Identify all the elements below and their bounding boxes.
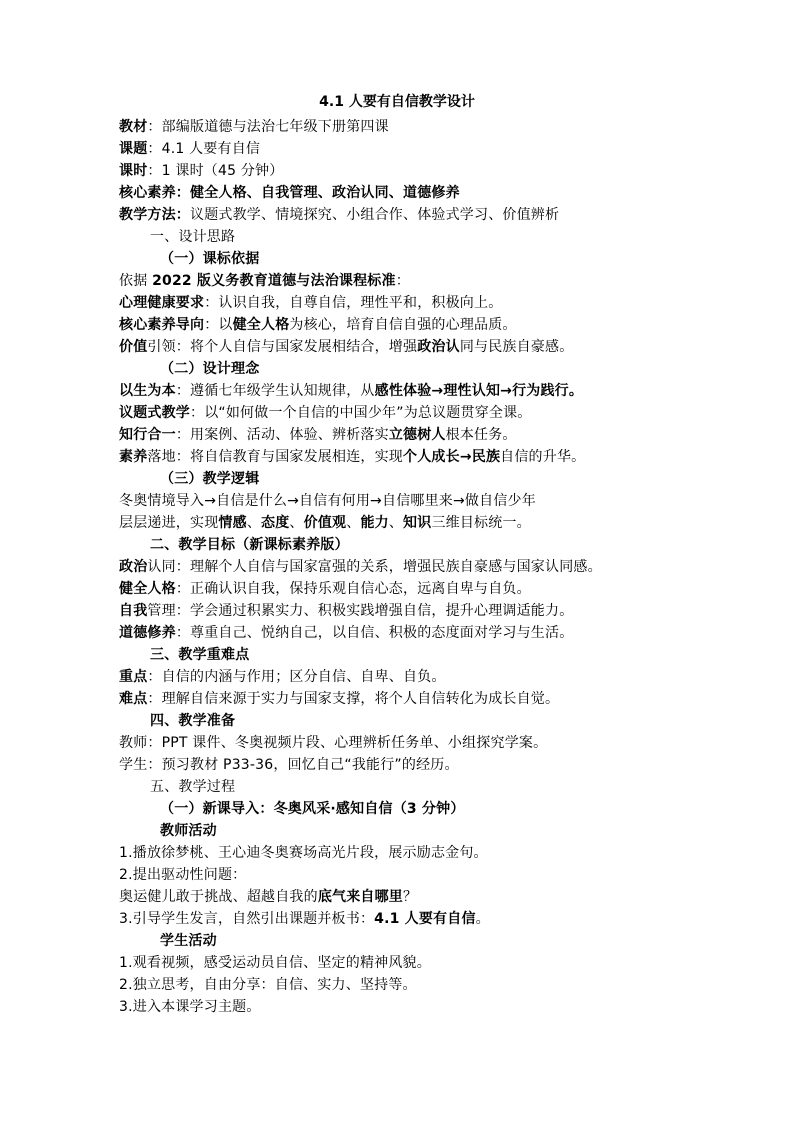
sub1-heading-text: （一）课标依据 <box>160 251 260 267</box>
teacher-step-2 <box>119 865 246 885</box>
meta-topic <box>119 139 260 159</box>
teacher-step-3-b: 。 <box>475 911 490 927</box>
core-value-bold: 健全人格 <box>232 317 290 333</box>
meta-topic-label: 课题 <box>119 141 148 157</box>
logic-sep-3: 、 <box>346 515 361 531</box>
goal-self-management <box>119 601 573 621</box>
unity-line <box>119 425 517 445</box>
value-guidance-line <box>119 337 573 357</box>
teacher-activity-heading <box>160 821 217 841</box>
student-activity-text: 学生活动 <box>160 933 217 949</box>
teacher-step-3-a: 3.引导学生发言，自然引出课题并板书： <box>119 911 375 927</box>
unity-value-a: ：用案例、活动、体验、辨析落实 <box>175 427 389 443</box>
teacher-step-2-text: 2.提出驱动性问题： <box>119 867 247 883</box>
goal-morality <box>119 623 573 643</box>
student-prep-line <box>119 755 459 775</box>
difficulty-value: ：理解自信来源于实力与国家支撑，将个人自信转化为成长自觉。 <box>147 691 560 707</box>
meta-method <box>119 205 559 225</box>
logic-emotion: 情感 <box>218 515 247 531</box>
landing-bold: 个人成长→民族 <box>403 449 501 465</box>
goal-morality-label: 道德修养 <box>119 625 176 641</box>
inquiry-label: 议题式教学 <box>119 405 190 421</box>
section1-heading <box>150 227 235 247</box>
mental-label: 心理健康要求 <box>119 295 205 311</box>
logic-values: 价值观 <box>303 515 347 531</box>
landing-plain: 落地：将自信教育与国家发展相连，实现 <box>147 449 404 465</box>
student-step-1 <box>119 953 431 973</box>
section5-sub1-heading-text: （一）新课导入：冬奥风采·感知自信（3 分钟） <box>160 801 465 817</box>
section3-heading-text: 三、教学重难点 <box>150 647 250 663</box>
teacher-activity-text: 教师活动 <box>160 823 217 839</box>
goal-political-value: 认同：理解个人自信与国家富强的关系，增强民族自豪感与国家认同感。 <box>147 559 602 575</box>
logic-sep-4: 、 <box>388 515 404 531</box>
mental-value: ：认识自我，自尊自信，理性平和，积极向上。 <box>204 295 503 311</box>
teacher-prep-label: 教师 <box>119 735 148 751</box>
meta-literacy-label: 核心素养： <box>119 185 190 201</box>
driving-question-a: 奥运健儿敢于挑战、超越自我的 <box>119 889 318 905</box>
meta-period-label: 课时 <box>119 163 148 179</box>
student-step-2 <box>119 975 417 995</box>
student-centered-line <box>119 381 583 401</box>
goal-political <box>119 557 602 577</box>
student-label: 以生为本 <box>119 383 176 399</box>
student-step-2-text: 2.独立思考，自由分享：自信、实力、坚持等。 <box>119 977 417 993</box>
sub3-heading-text: （三）教学逻辑 <box>160 471 260 487</box>
teacher-step-1 <box>119 843 488 863</box>
teacher-step-1-text: 1.播放徐梦桃、王心迪冬奥赛场高光片段，展示励志金句。 <box>119 845 488 861</box>
meta-literacy-value: 健全人格、自我管理、政治认同、道德修养 <box>190 185 460 201</box>
student-step-1-text: 1.观看视频，感受运动员自信、坚定的精神风貌。 <box>119 955 431 971</box>
section5-heading-text: 五、教学过程 <box>150 779 236 795</box>
driving-question-bold: 底气来自哪里 <box>317 889 404 905</box>
key-point-line <box>119 667 446 687</box>
logic-line-1 <box>119 491 536 511</box>
meta-textbook <box>119 117 389 137</box>
unity-bold: 立德树人 <box>388 427 446 443</box>
meta-textbook-label: 教材 <box>119 119 148 135</box>
student-bold: 感性体验→理性认知→行为践行。 <box>374 383 584 399</box>
sub2-heading-text: （二）设计理念 <box>160 361 260 377</box>
section1-sub2-heading <box>160 359 259 379</box>
goal-morality-value: ：尊重自己、悦纳自己，以自信、积极的态度面对学习与生活。 <box>175 625 574 641</box>
logic-sep-1: 、 <box>246 515 262 531</box>
core-value-a: ：以 <box>204 317 233 333</box>
mental-health-line <box>119 293 502 313</box>
logic-attitude: 态度 <box>261 515 290 531</box>
core-value-b: 为核心，培育自信自强的心理品质。 <box>289 317 517 333</box>
teacher-prep-line <box>119 733 547 753</box>
meta-topic-value: ：4.1 人要有自信 <box>147 141 261 157</box>
goal-personality <box>119 579 531 599</box>
difficulty-line <box>119 689 559 709</box>
meta-method-value: 议题式教学、情境探究、小组合作、体验式学习、价值辨析 <box>190 207 560 223</box>
logic-line-2-a: 层层递进，实现 <box>119 515 219 531</box>
logic-knowledge: 知识 <box>403 515 432 531</box>
section2-heading <box>150 535 349 555</box>
logic-line-1-text: 冬奥情境导入→自信是什么→自信有何用→自信哪里来→做自信少年 <box>119 493 536 509</box>
basis-standard: 2022 版义务教育道德与法治课程标准 <box>152 273 396 289</box>
section5-sub1-heading <box>160 799 465 819</box>
goal-personality-value: ：正确认识自我，保持乐观自信心态，远离自卑与自负。 <box>175 581 531 597</box>
section3-heading <box>150 645 249 665</box>
student-value-a: ：遵循七年级学生认知规律，从 <box>175 383 375 399</box>
inquiry-value: ：以“如何做一个自信的中国少年”为总议题贯穿全课。 <box>190 405 532 421</box>
difficulty-label: 难点 <box>119 691 148 707</box>
landing-line <box>119 447 585 467</box>
teacher-step-3 <box>119 909 490 929</box>
unity-value-b: 根本任务。 <box>445 427 517 443</box>
key-point-value: ：自信的内涵与作用；区分自信、自卑、自负。 <box>147 669 446 685</box>
unity-label: 知行合一 <box>119 427 176 443</box>
teacher-step-3-bold: 4.1 人要有自信 <box>374 911 476 927</box>
student-step-3-text: 3.进入本课学习主题。 <box>119 999 261 1015</box>
section4-heading-text: 四、教学准备 <box>150 713 236 729</box>
meta-method-label: 教学方法： <box>119 207 190 223</box>
value-suffix: 同与民族自豪感。 <box>459 339 574 355</box>
goal-political-label: 政治 <box>119 559 148 575</box>
value-plain: 引领：将个人自信与国家发展相结合，增强 <box>147 339 418 355</box>
basis-prefix: 依据 <box>119 273 153 289</box>
basis-line <box>119 271 410 291</box>
section1-sub1-heading <box>160 249 259 269</box>
value-label: 价值 <box>119 339 148 355</box>
value-bold: 政治认 <box>417 339 460 355</box>
section5-heading <box>150 777 235 797</box>
student-activity-heading <box>160 931 217 951</box>
basis-suffix: ： <box>395 273 410 289</box>
core-literacy-line <box>119 315 517 335</box>
driving-question <box>119 887 417 907</box>
goal-self-management-value: 管理：学会通过积累实力、积极实践增强自信，提升心理调适能力。 <box>147 603 574 619</box>
meta-period-value: ：1 课时（45 分钟） <box>147 163 284 179</box>
landing-label: 素养 <box>119 449 148 465</box>
logic-ability: 能力 <box>360 515 389 531</box>
logic-line-2 <box>119 513 531 533</box>
student-prep-value: ：预习教材 P33-36，回忆自己“我能行”的经历。 <box>147 757 459 773</box>
meta-literacy <box>119 183 460 203</box>
landing-value-b: 自信的升华。 <box>500 449 586 465</box>
student-step-3 <box>119 997 261 1017</box>
section4-heading <box>150 711 235 731</box>
core-label: 核心素养导向 <box>119 317 205 333</box>
section1-heading-text: 一、设计思路 <box>150 229 236 245</box>
meta-textbook-value: ：部编版道德与法治七年级下册第四课 <box>147 119 389 135</box>
inquiry-line <box>119 403 532 423</box>
teacher-prep-value: ：PPT 课件、冬奥视频片段、心理辨析任务单、小组探究学案。 <box>147 735 548 751</box>
goal-self-management-label: 自我 <box>119 603 148 619</box>
section1-sub3-heading <box>160 469 259 489</box>
meta-period <box>119 161 283 181</box>
driving-question-b: ？ <box>403 889 418 905</box>
logic-line-2-c: 三维目标统一。 <box>431 515 531 531</box>
goal-personality-label: 健全人格 <box>119 581 176 597</box>
student-prep-label: 学生 <box>119 757 148 773</box>
logic-sep-2: 、 <box>289 515 304 531</box>
key-point-label: 重点 <box>119 669 148 685</box>
document-title: 4.1 人要有自信教学设计 <box>319 94 475 110</box>
section2-heading-text: 二、教学目标（新课标素养版） <box>150 537 349 553</box>
